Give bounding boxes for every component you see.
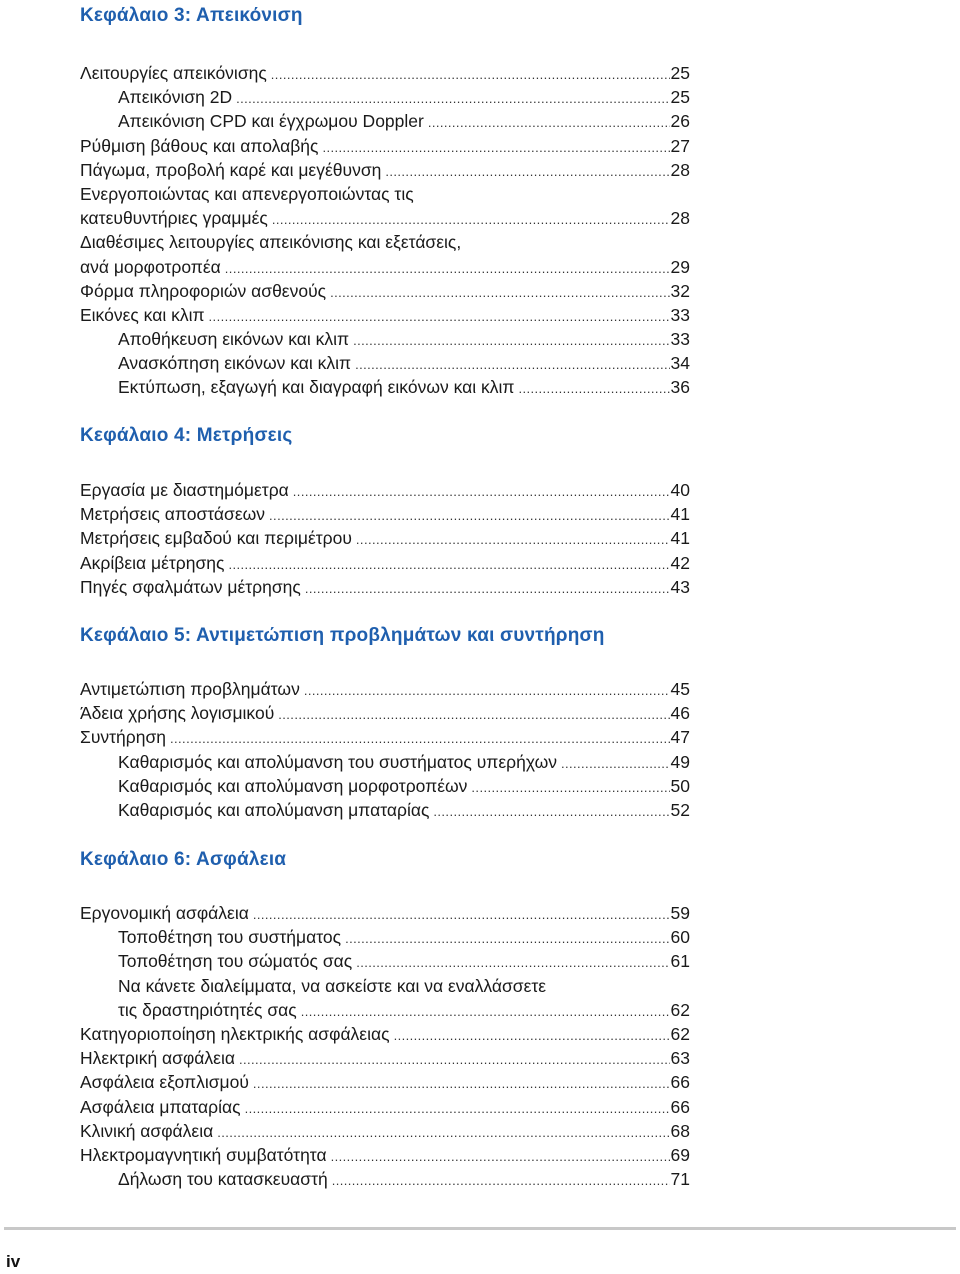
toc-entry[interactable]: [80, 677, 690, 701]
toc-entry-row: [80, 1022, 690, 1046]
toc-entry-title: ανά μορφοτροπέα: [80, 256, 221, 277]
dot-leader: [228, 553, 669, 577]
dot-leader: [356, 528, 670, 552]
dot-leader: [217, 1121, 669, 1145]
toc-entry-page-number: 25: [670, 63, 690, 83]
toc-entry-row: [80, 109, 690, 133]
dot-leader: [356, 951, 669, 975]
toc-entry-title: Εικόνες και κλιπ: [80, 304, 205, 325]
toc-entry-page-number: 43: [670, 576, 690, 597]
toc-entry-page-number: 42: [670, 552, 690, 573]
toc-entry[interactable]: [80, 925, 690, 949]
toc-entry-page-number: 63: [670, 1048, 690, 1069]
toc-entry-row: [80, 351, 690, 375]
dot-leader: [245, 1097, 670, 1121]
chapter-3-entries: [80, 61, 690, 400]
toc-entry-title: Ασφάλεια μπαταρίας: [80, 1096, 241, 1117]
toc-entry-title: Άδεια χρήσης λογισμικού: [80, 703, 275, 724]
toc-entry-page-number: 60: [670, 927, 690, 948]
toc-entry-title: Δήλωση του κατασκευαστή: [118, 1169, 328, 1190]
toc-entry-page-number: 29: [670, 256, 690, 277]
toc-entry[interactable]: [80, 575, 690, 599]
dot-leader: [301, 1000, 670, 1024]
toc-entry-page-number: 26: [670, 111, 690, 132]
toc-entry-page-number: 50: [670, 775, 690, 796]
toc-entry-row: [80, 279, 690, 303]
toc-entry-title: Συντήρηση: [80, 727, 167, 748]
toc-entry-page-number: 69: [670, 1144, 690, 1165]
toc-entry-row: [80, 134, 690, 158]
toc-entry-row: [80, 925, 690, 949]
toc-entry-row: [80, 701, 690, 725]
chapter-5-heading[interactable]: Κεφάλαιο 5: Αντιμετώπιση προβλημάτων και συντήρηση: [80, 625, 605, 646]
dot-leader: [225, 257, 670, 281]
toc-entry[interactable]: [80, 502, 690, 526]
toc-entry-page-number: 62: [670, 999, 690, 1020]
toc-entry[interactable]: [80, 1022, 690, 1046]
toc-entry-page-number: 66: [670, 1096, 690, 1117]
toc-entry-title: Φόρμα πληροφοριών ασθενούς: [80, 280, 327, 301]
toc-entry[interactable]: [80, 750, 690, 774]
toc-entry-row: [80, 1167, 690, 1191]
toc-entry-title: Εργονομική ασφάλεια: [80, 903, 249, 923]
chapter-6-section: [80, 848, 690, 1191]
footer-page-number: iv: [6, 1252, 21, 1271]
toc-entry-page-number: 47: [670, 727, 690, 748]
toc-entry-page-number: 52: [670, 799, 690, 820]
toc-entry-row: [80, 1046, 690, 1070]
toc-entry-page-number: 61: [670, 951, 690, 972]
toc-entry-page-number: 32: [670, 280, 690, 301]
toc-entry-title-line: Να κάνετε διαλείμματα, να ασκείστε και να εναλλάσσετε: [118, 975, 547, 996]
toc-entry-title: Ακρίβεια μέτρησης: [80, 552, 225, 573]
toc-entry[interactable]: [80, 134, 690, 158]
dot-leader: [332, 1169, 670, 1193]
dot-leader: [272, 208, 670, 232]
dot-leader: [331, 1145, 670, 1169]
dot-leader: [433, 800, 669, 824]
toc-entry-row: [80, 1095, 690, 1119]
dot-leader: [293, 480, 670, 504]
dot-leader: [353, 329, 669, 353]
dot-leader: [170, 727, 670, 751]
dot-leader: [253, 903, 670, 927]
toc-entry-title: Αντιμετώπιση προβλημάτων: [80, 679, 300, 699]
toc-entry-page-number: 41: [670, 504, 690, 525]
toc-entry-page-number: 62: [670, 1023, 690, 1044]
toc-entry-title: Τοποθέτηση του σώματός σας: [118, 951, 353, 972]
toc-entry[interactable]: [80, 774, 690, 798]
dot-leader: [271, 63, 670, 87]
toc-entry-row: [80, 551, 690, 575]
dot-leader: [322, 136, 669, 160]
dot-leader: [209, 305, 670, 329]
dot-leader: [394, 1024, 670, 1048]
footer-divider: [4, 1227, 956, 1230]
toc-entry-title: Καθαρισμός και απολύμανση του συστήματος υπερήχων: [118, 751, 557, 772]
toc-entry-title: Πάγωμα, προβολή καρέ και μεγέθυνση: [80, 159, 382, 180]
dot-leader: [239, 1048, 670, 1072]
toc-entry[interactable]: [80, 351, 690, 375]
toc-entry[interactable]: [80, 949, 690, 973]
toc-entry-row: [80, 725, 690, 749]
toc-entry-title: Εκτύπωση, εξαγωγή και διαγραφή εικόνων και κλιπ: [118, 377, 515, 398]
toc-entry-page-number: 27: [670, 135, 690, 156]
dot-leader: [278, 703, 669, 727]
toc-entry-row: [80, 1119, 690, 1143]
toc-entry-title-line: Ενεργοποιώντας και απενεργοποιώντας τις: [80, 183, 414, 204]
toc-entry-row: [80, 774, 690, 798]
toc-entry-row: [80, 1070, 690, 1094]
toc-entry-row: [80, 949, 690, 973]
toc-entry[interactable]: [80, 375, 690, 399]
chapter-4-section: [80, 424, 690, 599]
chapter-4-heading[interactable]: Κεφάλαιο 4: Μετρήσεις: [80, 425, 293, 446]
toc-entry-title: Αποθήκευση εικόνων και κλιπ: [118, 329, 350, 350]
toc-entry-row: [80, 502, 690, 526]
toc-entry-row: [80, 327, 690, 351]
toc-entry-page-number: 33: [670, 304, 690, 325]
toc-entry-page-number: 68: [670, 1120, 690, 1141]
toc-entry-title: Πηγές σφαλμάτων μέτρησης: [80, 576, 301, 597]
toc-entry[interactable]: [80, 1143, 690, 1167]
toc-entry-page-number: 28: [670, 208, 690, 229]
toc-entry-page-number: 33: [670, 329, 690, 350]
toc-entry-row: [80, 255, 690, 279]
toc-entry-row: [80, 901, 690, 925]
toc-entry-row: [80, 61, 690, 85]
toc-entry-page-number: 46: [670, 703, 690, 724]
dot-leader: [330, 281, 669, 305]
toc-entry-title: τις δραστηριότητές σας: [118, 999, 297, 1020]
toc-entry[interactable]: [80, 551, 690, 575]
toc-entry-page-number: 25: [670, 87, 690, 108]
toc-entry-title-line: Διαθέσιμες λειτουργίες απεικόνισης και εξετάσεις,: [80, 232, 462, 253]
toc-entry-title: Κατηγοριοποίηση ηλεκτρικής ασφάλειας: [80, 1023, 390, 1044]
toc-entry[interactable]: [80, 61, 690, 85]
chapter-5-entries: [80, 677, 690, 822]
toc-entry-row: [80, 526, 690, 550]
dot-leader: [355, 353, 669, 377]
toc-entry[interactable]: [80, 974, 690, 1022]
toc-entry-title: Μετρήσεις εμβαδού και περιμέτρου: [80, 528, 352, 549]
toc-entry[interactable]: [80, 230, 690, 278]
dot-leader: [428, 111, 670, 135]
dot-leader: [253, 1072, 670, 1096]
toc-entry-row: [80, 1143, 690, 1167]
dot-leader: [561, 752, 670, 776]
toc-entry-title: Ηλεκτρομαγνητική συμβατότητα: [80, 1144, 327, 1165]
toc-entry-page-number: 66: [670, 1072, 690, 1093]
toc-entry[interactable]: [80, 109, 690, 133]
toc-entry[interactable]: [80, 279, 690, 303]
toc-entry-page-number: 40: [670, 480, 690, 500]
dot-leader: [236, 87, 669, 111]
toc-entry[interactable]: [80, 158, 690, 182]
dot-leader: [269, 504, 669, 528]
toc-entry-page-number: 34: [670, 353, 690, 374]
toc-entry-title: Απεικόνιση CPD και έγχρωμου Doppler: [118, 111, 424, 132]
toc-entry-title: Ασφάλεια εξοπλισμού: [80, 1072, 249, 1093]
toc-entry-title: Καθαρισμός και απολύμανση μορφοτροπέων: [118, 775, 468, 796]
toc-entry[interactable]: [80, 798, 690, 822]
toc-entry-title: κατευθυντήριες γραμμές: [80, 208, 268, 229]
toc-entry-page-number: 28: [670, 159, 690, 180]
toc-entry[interactable]: [80, 327, 690, 351]
chapter-3-heading[interactable]: Κεφάλαιο 3: Απεικόνιση: [80, 5, 303, 26]
chapter-5-section: [80, 624, 690, 822]
toc-entry[interactable]: [80, 1046, 690, 1070]
toc-entry-page-number: 36: [670, 377, 690, 398]
toc-entry-row: [80, 575, 690, 599]
dot-leader: [385, 160, 669, 184]
toc-entry[interactable]: [80, 1119, 690, 1143]
toc-entry-row: [80, 206, 690, 230]
toc-entry-title: Ρύθμιση βάθους και απολαβής: [80, 135, 319, 156]
toc-entry-title: Τοποθέτηση του συστήματος: [118, 927, 342, 948]
toc-entry[interactable]: [80, 701, 690, 725]
toc-entry-title: Καθαρισμός και απολύμανση μπαταρίας: [118, 799, 430, 820]
toc-entry-row: [80, 375, 690, 399]
toc-entry[interactable]: [80, 1070, 690, 1094]
toc-entry[interactable]: [80, 182, 690, 230]
toc-entry-row: [80, 798, 690, 822]
toc-entry-row: [80, 303, 690, 327]
toc-entry-row: [80, 750, 690, 774]
toc-entry-title: Μετρήσεις αποστάσεων: [80, 504, 266, 525]
toc-entry[interactable]: [80, 526, 690, 550]
toc-entry-title: Ανασκόπηση εικόνων και κλιπ: [118, 353, 352, 374]
toc-entry-row: [80, 478, 690, 502]
toc-entry-title: Εργασία με διαστημόμετρα: [80, 480, 289, 500]
toc-entry-row: [80, 998, 690, 1022]
toc-entry-page-number: 41: [670, 528, 690, 549]
dot-leader: [518, 377, 669, 401]
dot-leader: [304, 679, 670, 703]
toc-entry[interactable]: [80, 1167, 690, 1191]
toc-entry-title: Ηλεκτρική ασφάλεια: [80, 1048, 235, 1069]
chapter-4-entries: [80, 478, 690, 599]
toc-entry[interactable]: [80, 725, 690, 749]
toc-entry-page-number: 59: [670, 903, 690, 923]
toc-entry[interactable]: [80, 85, 690, 109]
toc-entry-page-number: 45: [670, 679, 690, 699]
toc-entry-title: Λειτουργίες απεικόνισης: [80, 63, 267, 83]
toc-entry-title: Απεικόνιση 2D: [118, 87, 233, 108]
chapter-6-heading[interactable]: Κεφάλαιο 6: Ασφάλεια: [80, 849, 287, 870]
dot-leader: [345, 927, 669, 951]
toc-entry-page-number: 71: [670, 1169, 690, 1190]
toc-entry-row: [80, 85, 690, 109]
chapter-6-entries: [80, 901, 690, 1191]
toc-entry[interactable]: [80, 303, 690, 327]
toc-entry-row: [80, 677, 690, 701]
dot-leader: [471, 776, 669, 800]
chapter-3-section: [80, 4, 690, 400]
toc-entry[interactable]: [80, 901, 690, 925]
toc-entry-page-number: 49: [670, 751, 690, 772]
toc-entry-title: Κλινική ασφάλεια: [80, 1120, 214, 1141]
toc-entry-row: [80, 158, 690, 182]
dot-leader: [305, 577, 670, 601]
toc-entry[interactable]: [80, 1095, 690, 1119]
toc-entry[interactable]: [80, 478, 690, 502]
